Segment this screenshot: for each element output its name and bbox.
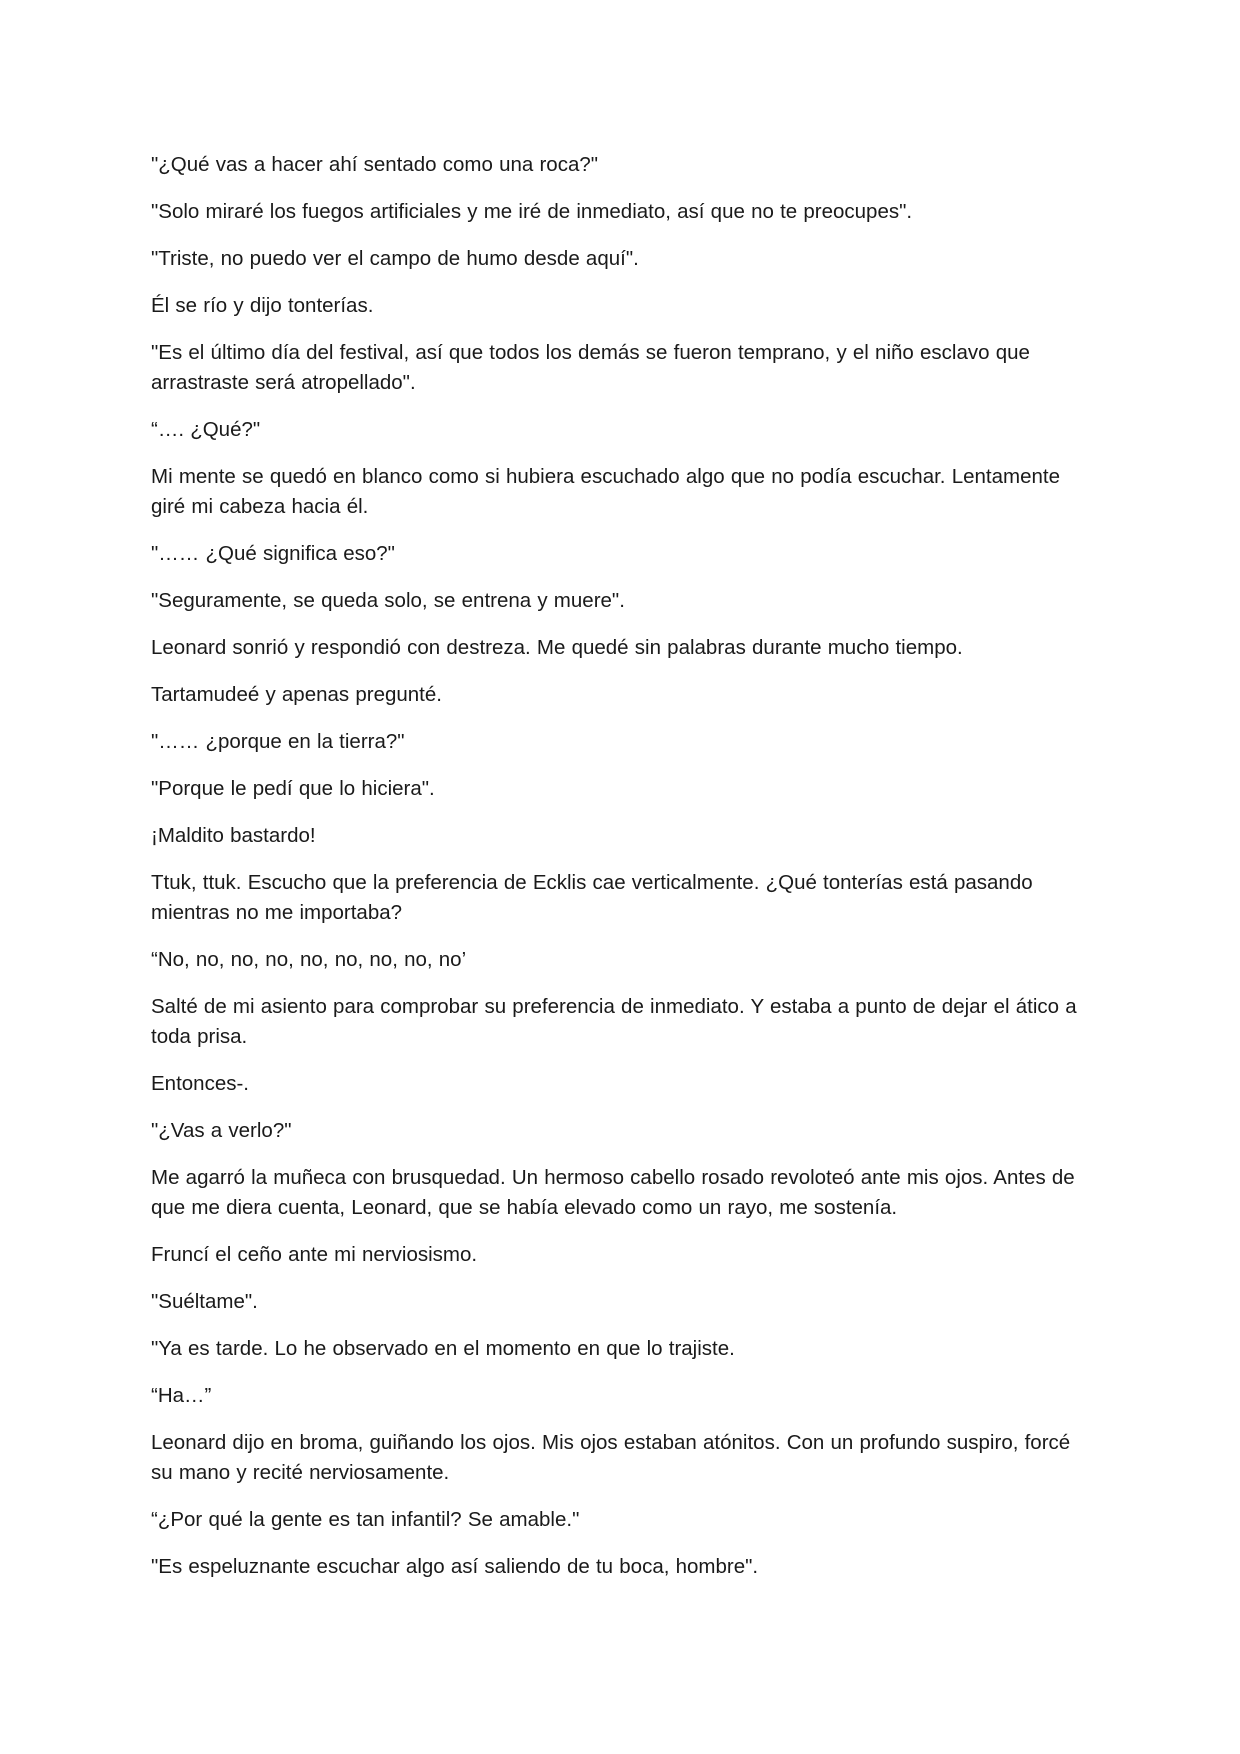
paragraph: "Porque le pedí que lo hiciera". — [151, 777, 435, 800]
paragraph: Tartamudeé y apenas pregunté. — [151, 683, 442, 706]
paragraph: "Es espeluznante escuchar algo así saliendo de tu boca, hombre". — [151, 1555, 759, 1578]
paragraph: ¡Maldito bastardo! — [151, 824, 316, 847]
paragraph: “No, no, no, no, no, no, no, no, no’ — [151, 948, 467, 971]
paragraph: Salté de mi asiento para comprobar su preferencia de inmediato. Y estaba a punto de dejar el ático a toda prisa. — [151, 995, 1077, 1048]
paragraph: Mi mente se quedó en blanco como si hubiera escuchado algo que no podía escuchar. Lentamente giré mi cabeza hacia él. — [151, 465, 1060, 518]
paragraph: "Seguramente, se queda solo, se entrena y muere". — [151, 589, 625, 612]
paragraph: Me agarró la muñeca con brusquedad. Un hermoso cabello rosado revoloteó ante mis ojos. Antes de que me diera cuenta, Leonard, que se había elevado como un rayo, me sostenía. — [151, 1166, 1075, 1219]
paragraph: Ttuk, ttuk. Escucho que la preferencia de Ecklis cae verticalmente. ¿Qué tonterías está pasando mientras no me importaba? — [151, 871, 1033, 924]
paragraph: Fruncí el ceño ante mi nerviosismo. — [151, 1243, 478, 1266]
paragraph: "…… ¿Qué significa eso?" — [151, 542, 395, 565]
paragraph: "¿Qué vas a hacer ahí sentado como una roca?" — [151, 153, 599, 176]
paragraph: “Ha…” — [151, 1384, 212, 1407]
paragraph: "…… ¿porque en la tierra?" — [151, 730, 405, 753]
paragraph: “¿Por qué la gente es tan infantil? Se amable." — [151, 1508, 580, 1531]
paragraph: "Triste, no puedo ver el campo de humo desde aquí". — [151, 247, 639, 270]
paragraph: Entonces-. — [151, 1072, 249, 1095]
paragraph: "¿Vas a verlo?" — [151, 1119, 292, 1142]
paragraph: "Suéltame". — [151, 1290, 258, 1313]
paragraph: "Ya es tarde. Lo he observado en el momento en que lo trajiste. — [151, 1337, 735, 1360]
paragraph: “…. ¿Qué?" — [151, 418, 261, 441]
document-body — [151, 150, 1096, 1599]
paragraph: "Solo miraré los fuegos artificiales y me iré de inmediato, así que no te preocupes". — [151, 200, 913, 223]
paragraph: Él se río y dijo tonterías. — [151, 294, 374, 317]
paragraph: Leonard dijo en broma, guiñando los ojos. Mis ojos estaban atónitos. Con un profundo suspiro, forcé su mano y recité nerviosamente. — [151, 1431, 1071, 1484]
paragraph: "Es el último día del festival, así que todos los demás se fueron temprano, y el niño esclavo que arrastraste será atropellado". — [151, 341, 1030, 394]
paragraph: Leonard sonrió y respondió con destreza. Me quedé sin palabras durante mucho tiempo. — [151, 636, 963, 659]
